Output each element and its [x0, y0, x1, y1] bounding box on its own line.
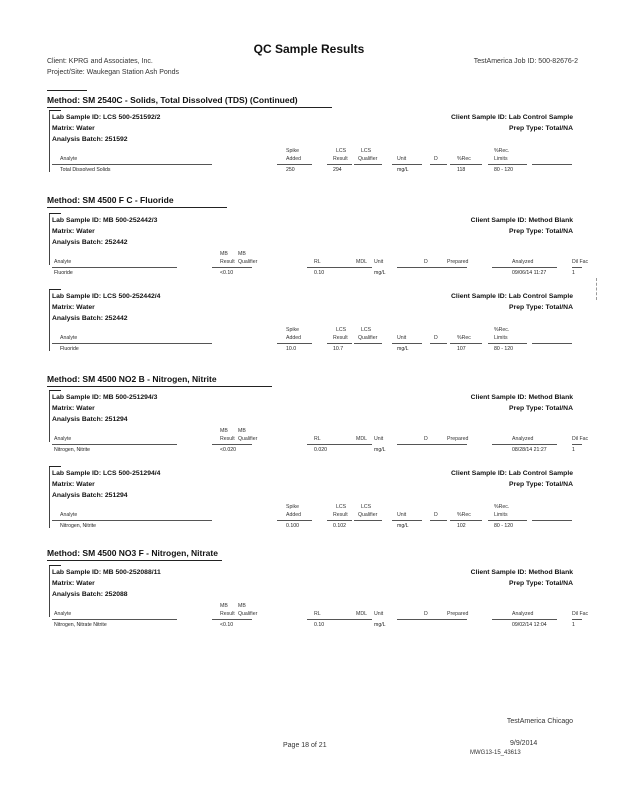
column-header-top: Spike [286, 148, 299, 154]
page-title: QC Sample Results [253, 42, 365, 56]
table-cell: mg/L [397, 167, 409, 173]
column-rule [354, 164, 382, 165]
block-bracket [49, 466, 50, 528]
table-cell: Nitrogen, Nitrite [60, 523, 97, 529]
method-heading: Method: SM 4500 NO3 F - Nitrogen, Nitrate [47, 548, 218, 558]
matrix-label: Matrix: Water [52, 125, 95, 132]
column-header-top: MB [238, 251, 246, 257]
column-header: Prepared [447, 259, 469, 265]
column-header: Result [220, 259, 235, 265]
block-bracket [49, 565, 50, 617]
column-rule [277, 520, 312, 521]
table-cell: 09/02/14 12:04 [512, 622, 547, 628]
lab-sample-id: Lab Sample ID: MB 500-252442/3 [52, 217, 158, 224]
block-bracket-top [49, 289, 61, 290]
column-header-top: Spike [286, 504, 299, 510]
column-rule [277, 164, 312, 165]
column-header: RL [314, 259, 321, 265]
table-cell: Nitrogen, Nitrite [54, 447, 91, 453]
column-header-top: Spike [286, 327, 299, 333]
table-cell: 102 [457, 523, 466, 529]
column-header: MDL [356, 259, 367, 265]
column-rule [307, 619, 372, 620]
table-cell: 107 [457, 346, 466, 352]
column-rule [492, 619, 557, 620]
column-rule [52, 267, 177, 268]
column-rule [277, 343, 312, 344]
column-header: Added [286, 335, 302, 341]
analysis-batch: Analysis Batch: 252442 [52, 315, 128, 322]
column-rule [354, 343, 382, 344]
analysis-batch: Analysis Batch: 251592 [52, 136, 128, 143]
column-header-top: LCS [361, 148, 372, 154]
table-cell: 09/06/14 11:27 [512, 270, 547, 276]
column-header: Result [333, 156, 348, 162]
table-cell: 80 - 120 [494, 346, 514, 352]
column-header-top: LCS [336, 148, 347, 154]
document-id: MWG13-15_43613 [470, 750, 521, 756]
table-cell: 294 [333, 167, 342, 173]
column-rule [327, 520, 352, 521]
table-cell: Total Dissolved Solids [60, 167, 111, 173]
column-header: Qualifier [358, 512, 378, 518]
column-rule [430, 343, 447, 344]
block-bracket-top [49, 466, 61, 467]
analysis-batch: Analysis Batch: 251294 [52, 416, 128, 423]
column-header: Result [333, 335, 348, 341]
column-rule [430, 164, 447, 165]
column-rule [572, 444, 582, 445]
table-cell: <0.020 [220, 447, 237, 453]
column-rule [572, 619, 582, 620]
column-header: D [434, 335, 438, 341]
table-cell: 118 [457, 167, 466, 173]
column-header: Analyte [54, 611, 72, 617]
table-cell: Fluoride [60, 346, 79, 352]
column-header-top: LCS [361, 327, 372, 333]
column-rule [392, 520, 422, 521]
method-heading: Method: SM 4500 NO2 B - Nitrogen, Nitrite [47, 374, 217, 384]
column-rule [392, 343, 422, 344]
column-rule [212, 619, 252, 620]
column-header: RL [314, 436, 321, 442]
column-header: Prepared [447, 436, 469, 442]
column-header: Limits [494, 335, 508, 341]
column-header: Dil Fac [572, 611, 589, 617]
column-header: D [434, 512, 438, 518]
column-header: D [424, 611, 428, 617]
prep-type: Prep Type: Total/NA [509, 405, 573, 412]
client-name: Client: KPRG and Associates, Inc. [47, 58, 153, 65]
lab-sample-id: Lab Sample ID: LCS 500-252442/4 [52, 293, 161, 300]
client-sample-id: Client Sample ID: Lab Control Sample [451, 114, 573, 121]
column-rule [532, 164, 572, 165]
column-rule [307, 444, 372, 445]
column-header: Analyte [60, 512, 78, 518]
table-cell: 1 [572, 447, 575, 453]
column-rule [532, 520, 572, 521]
column-rule [212, 444, 252, 445]
column-rule [488, 520, 527, 521]
column-header: Result [220, 611, 235, 617]
lab-sample-id: Lab Sample ID: LCS 500-251592/2 [52, 114, 161, 121]
matrix-label: Matrix: Water [52, 481, 95, 488]
prep-type: Prep Type: Total/NA [509, 304, 573, 311]
table-cell: Fluoride [54, 270, 73, 276]
prep-type: Prep Type: Total/NA [509, 481, 573, 488]
column-header: Dil Fac [572, 436, 589, 442]
table-cell: 0.020 [314, 447, 327, 453]
block-bracket-top [49, 110, 61, 111]
scan-mark [596, 278, 597, 300]
column-header-top: %Rec. [494, 148, 510, 154]
report-date: 9/9/2014 [510, 740, 538, 747]
column-header-top: MB [220, 251, 228, 257]
table-cell: 10.0 [286, 346, 297, 352]
column-header: Unit [374, 436, 384, 442]
analysis-batch: Analysis Batch: 251294 [52, 492, 128, 499]
table-cell: mg/L [397, 346, 409, 352]
table-cell: 0.10 [314, 270, 325, 276]
column-header: D [424, 436, 428, 442]
matrix-label: Matrix: Water [52, 405, 95, 412]
column-header: Dil Fac [572, 259, 589, 265]
table-cell: 08/28/14 21:27 [512, 447, 547, 453]
method-underline [47, 107, 332, 108]
column-rule [488, 164, 527, 165]
column-header: %Rec [457, 512, 471, 518]
prep-type: Prep Type: Total/NA [509, 580, 573, 587]
column-rule [327, 164, 352, 165]
column-header: Unit [397, 156, 407, 162]
column-rule [397, 267, 467, 268]
column-header: Result [333, 512, 348, 518]
column-header: Qualifier [238, 259, 258, 265]
table-cell: 10.7 [333, 346, 344, 352]
column-header-top: LCS [361, 504, 372, 510]
column-rule [488, 343, 527, 344]
column-header-top: MB [220, 603, 228, 609]
client-sample-id: Client Sample ID: Lab Control Sample [451, 293, 573, 300]
page-number: Page 18 of 21 [283, 742, 327, 749]
column-header: Analyzed [512, 611, 534, 617]
column-rule [354, 520, 382, 521]
column-header-top: MB [238, 428, 246, 434]
column-rule [392, 164, 422, 165]
column-header: Result [220, 436, 235, 442]
lab-sample-id: Lab Sample ID: MB 500-252088/11 [52, 569, 161, 576]
block-bracket [49, 390, 50, 442]
column-header: RL [314, 611, 321, 617]
column-rule [450, 343, 482, 344]
table-cell: 80 - 120 [494, 167, 514, 173]
column-rule [450, 520, 482, 521]
column-header: Qualifier [358, 335, 378, 341]
column-header: Analyte [60, 335, 78, 341]
table-cell: mg/L [397, 523, 409, 529]
column-rule [212, 267, 252, 268]
column-header: Prepared [447, 611, 469, 617]
column-rule [532, 343, 572, 344]
column-header: %Rec [457, 335, 471, 341]
client-sample-id: Client Sample ID: Method Blank [470, 569, 573, 576]
client-sample-id: Client Sample ID: Lab Control Sample [451, 470, 573, 477]
table-cell: <0.10 [220, 270, 234, 276]
column-header: Unit [374, 611, 384, 617]
column-header: MDL [356, 611, 367, 617]
column-rule [327, 343, 352, 344]
table-cell: mg/L [374, 622, 386, 628]
column-rule [430, 520, 447, 521]
analysis-batch: Analysis Batch: 252442 [52, 239, 128, 246]
prep-type: Prep Type: Total/NA [509, 125, 573, 132]
column-header: Qualifier [358, 156, 378, 162]
column-header-top: LCS [336, 327, 347, 333]
table-cell: 1 [572, 270, 575, 276]
table-cell: 0.100 [286, 523, 299, 529]
method-underline [47, 560, 222, 561]
table-cell: 0.102 [333, 523, 346, 529]
block-bracket-top [49, 213, 61, 214]
column-rule [52, 343, 212, 344]
client-sample-id: Client Sample ID: Method Blank [470, 217, 573, 224]
analysis-batch: Analysis Batch: 252088 [52, 591, 128, 598]
column-rule [52, 164, 212, 165]
column-rule [52, 619, 177, 620]
prep-type: Prep Type: Total/NA [509, 228, 573, 235]
table-cell: mg/L [374, 447, 386, 453]
column-rule [307, 267, 372, 268]
lab-name: TestAmerica Chicago [506, 718, 573, 725]
table-cell: 1 [572, 622, 575, 628]
column-rule [52, 520, 212, 521]
table-cell: 0.10 [314, 622, 325, 628]
column-rule [492, 444, 557, 445]
column-header: Added [286, 512, 302, 518]
matrix-label: Matrix: Water [52, 580, 95, 587]
block-bracket [49, 289, 50, 351]
column-header: Unit [397, 512, 407, 518]
method-heading: Method: SM 4500 F C - Fluoride [47, 195, 174, 205]
job-id: TestAmerica Job ID: 500-82676-2 [473, 58, 578, 65]
table-cell: Nitrogen, Nitrate Nitrite [54, 622, 107, 628]
block-bracket-top [49, 390, 61, 391]
column-header: %Rec [457, 156, 471, 162]
table-cell: <0.10 [220, 622, 234, 628]
method-underline [47, 386, 272, 387]
column-header: Analyte [60, 156, 78, 162]
column-header: Analyte [54, 259, 72, 265]
lab-sample-id: Lab Sample ID: MB 500-251294/3 [52, 394, 158, 401]
column-header-top: LCS [336, 504, 347, 510]
column-header: Analyte [54, 436, 72, 442]
column-header-top: MB [220, 428, 228, 434]
matrix-label: Matrix: Water [52, 304, 95, 311]
column-header: D [424, 259, 428, 265]
column-header: Qualifier [238, 611, 258, 617]
column-header: Analyzed [512, 259, 534, 265]
table-cell: mg/L [374, 270, 386, 276]
column-header: Unit [374, 259, 384, 265]
block-bracket-top [49, 565, 61, 566]
column-rule [492, 267, 557, 268]
column-header: D [434, 156, 438, 162]
column-rule [450, 164, 482, 165]
column-header-top: %Rec. [494, 327, 510, 333]
project-site: Project/Site: Waukegan Station Ash Ponds [47, 69, 180, 76]
column-header: Unit [397, 335, 407, 341]
lab-sample-id: Lab Sample ID: LCS 500-251294/4 [52, 470, 161, 477]
column-header: Analyzed [512, 436, 534, 442]
method-heading: Method: SM 2540C - Solids, Total Dissolved (TDS) (Continued) [47, 95, 298, 105]
column-header-top: %Rec. [494, 504, 510, 510]
block-bracket [49, 110, 50, 172]
column-header-top: MB [238, 603, 246, 609]
table-cell: 250 [286, 167, 295, 173]
column-header: MDL [356, 436, 367, 442]
column-rule [52, 444, 177, 445]
column-header: Limits [494, 512, 508, 518]
column-header: Added [286, 156, 302, 162]
column-header: Limits [494, 156, 508, 162]
column-rule [397, 444, 467, 445]
column-rule [572, 267, 582, 268]
header-rule [47, 90, 87, 91]
column-rule [397, 619, 467, 620]
client-sample-id: Client Sample ID: Method Blank [470, 394, 573, 401]
block-bracket [49, 213, 50, 265]
column-header: Qualifier [238, 436, 258, 442]
matrix-label: Matrix: Water [52, 228, 95, 235]
method-underline [47, 207, 227, 208]
table-cell: 80 - 120 [494, 523, 514, 529]
